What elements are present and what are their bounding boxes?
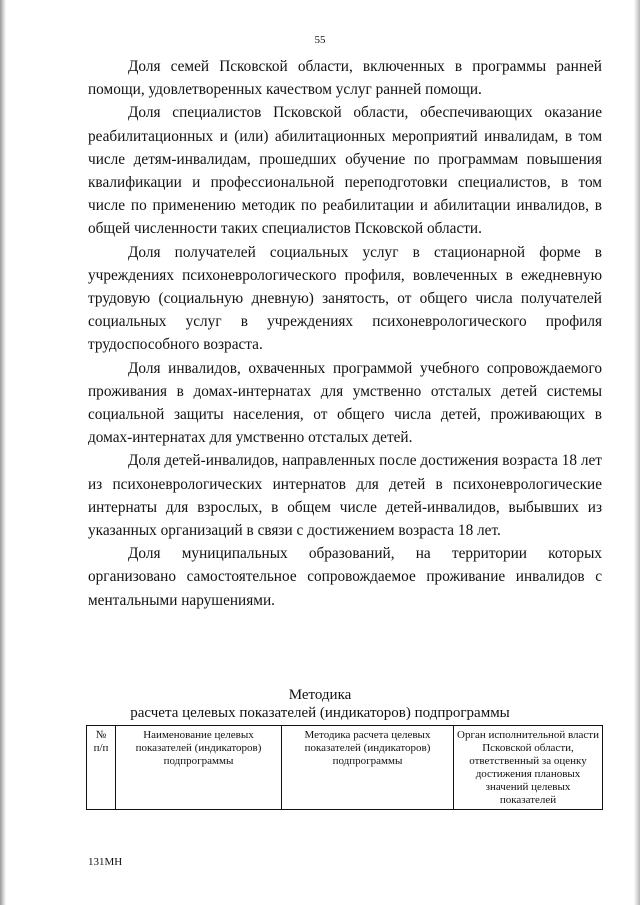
paragraph-social-services-employment: Доля получателей социальных услуг в стационарной форме в учреждениях психоневрологического профиля, вовлеченных в ежедневную трудовую (социальную дневную) занятость, от общего числа получателей социальных услуг в учреждениях психоневрологического профиля трудоспособного возраста. xyxy=(88,243,602,354)
paragraph-rehab-specialists: Доля специалистов Псковской области, обеспечивающих оказание реабилитационных и (или) абилитационных мероприятий инвалидам, в том числе детям-инвалидам, прошедших обучение по программам повышения квалификации и профессиональной переподготовки специалистов, в том числе по применению методик по реабилитации и абилитации инвалидов, в общей численности таких специалистов Псковской области. xyxy=(88,104,602,238)
methodology-title: Методика xyxy=(288,687,352,703)
header-responsible-authority: Орган исполнительной власти Псковской области, ответственный за оценку достижения плановых значений целевых показателей xyxy=(454,726,603,810)
table-header-row xyxy=(87,726,603,810)
page-number: 55 xyxy=(314,34,326,46)
header-number: № п/п xyxy=(87,726,116,810)
scan-edge-left xyxy=(0,0,6,905)
paragraph-municipalities-supported-living: Доля муниципальных образований, на территории которых организовано самостоятельное сопровождаемое проживание инвалидов с ментальными нарушениями. xyxy=(88,545,602,609)
header-indicator-name: Наименование целевых показателей (индикаторов) подпрограммы xyxy=(116,726,282,810)
paragraph-disabled-children-transfer: Доля детей-инвалидов, направленных после достижения возраста 18 лет из психоневрологических интернатов для детей в психоневрологические интернаты для взрослых, в общем числе детей-инвалидов, выбывших из указанных организаций в связи с достижением возраста 18 лет. xyxy=(88,452,602,540)
paragraph-early-help-families: Доля семей Псковской области, включенных в программы ранней помощи, удовлетворенных качеством услуг ранней помощи. xyxy=(88,58,602,99)
methodology-table xyxy=(86,725,603,810)
methodology-subtitle: расчета целевых показателей (индикаторов) подпрограммы xyxy=(130,705,510,721)
scan-edge-right xyxy=(634,0,640,905)
header-calculation-method: Методика расчета целевых показателей (индикаторов) подпрограммы xyxy=(282,726,454,810)
document-body xyxy=(88,55,602,612)
paragraph-supported-living-program: Доля инвалидов, охваченных программой учебного сопровождаемого проживания в домах-интернатах для умственно отсталых детей системы социальной защиты населения, от общего числа детей, проживающих в домах-интернатах для умственно отсталых детей. xyxy=(88,359,602,447)
footer-document-code: 131МН xyxy=(88,856,123,868)
